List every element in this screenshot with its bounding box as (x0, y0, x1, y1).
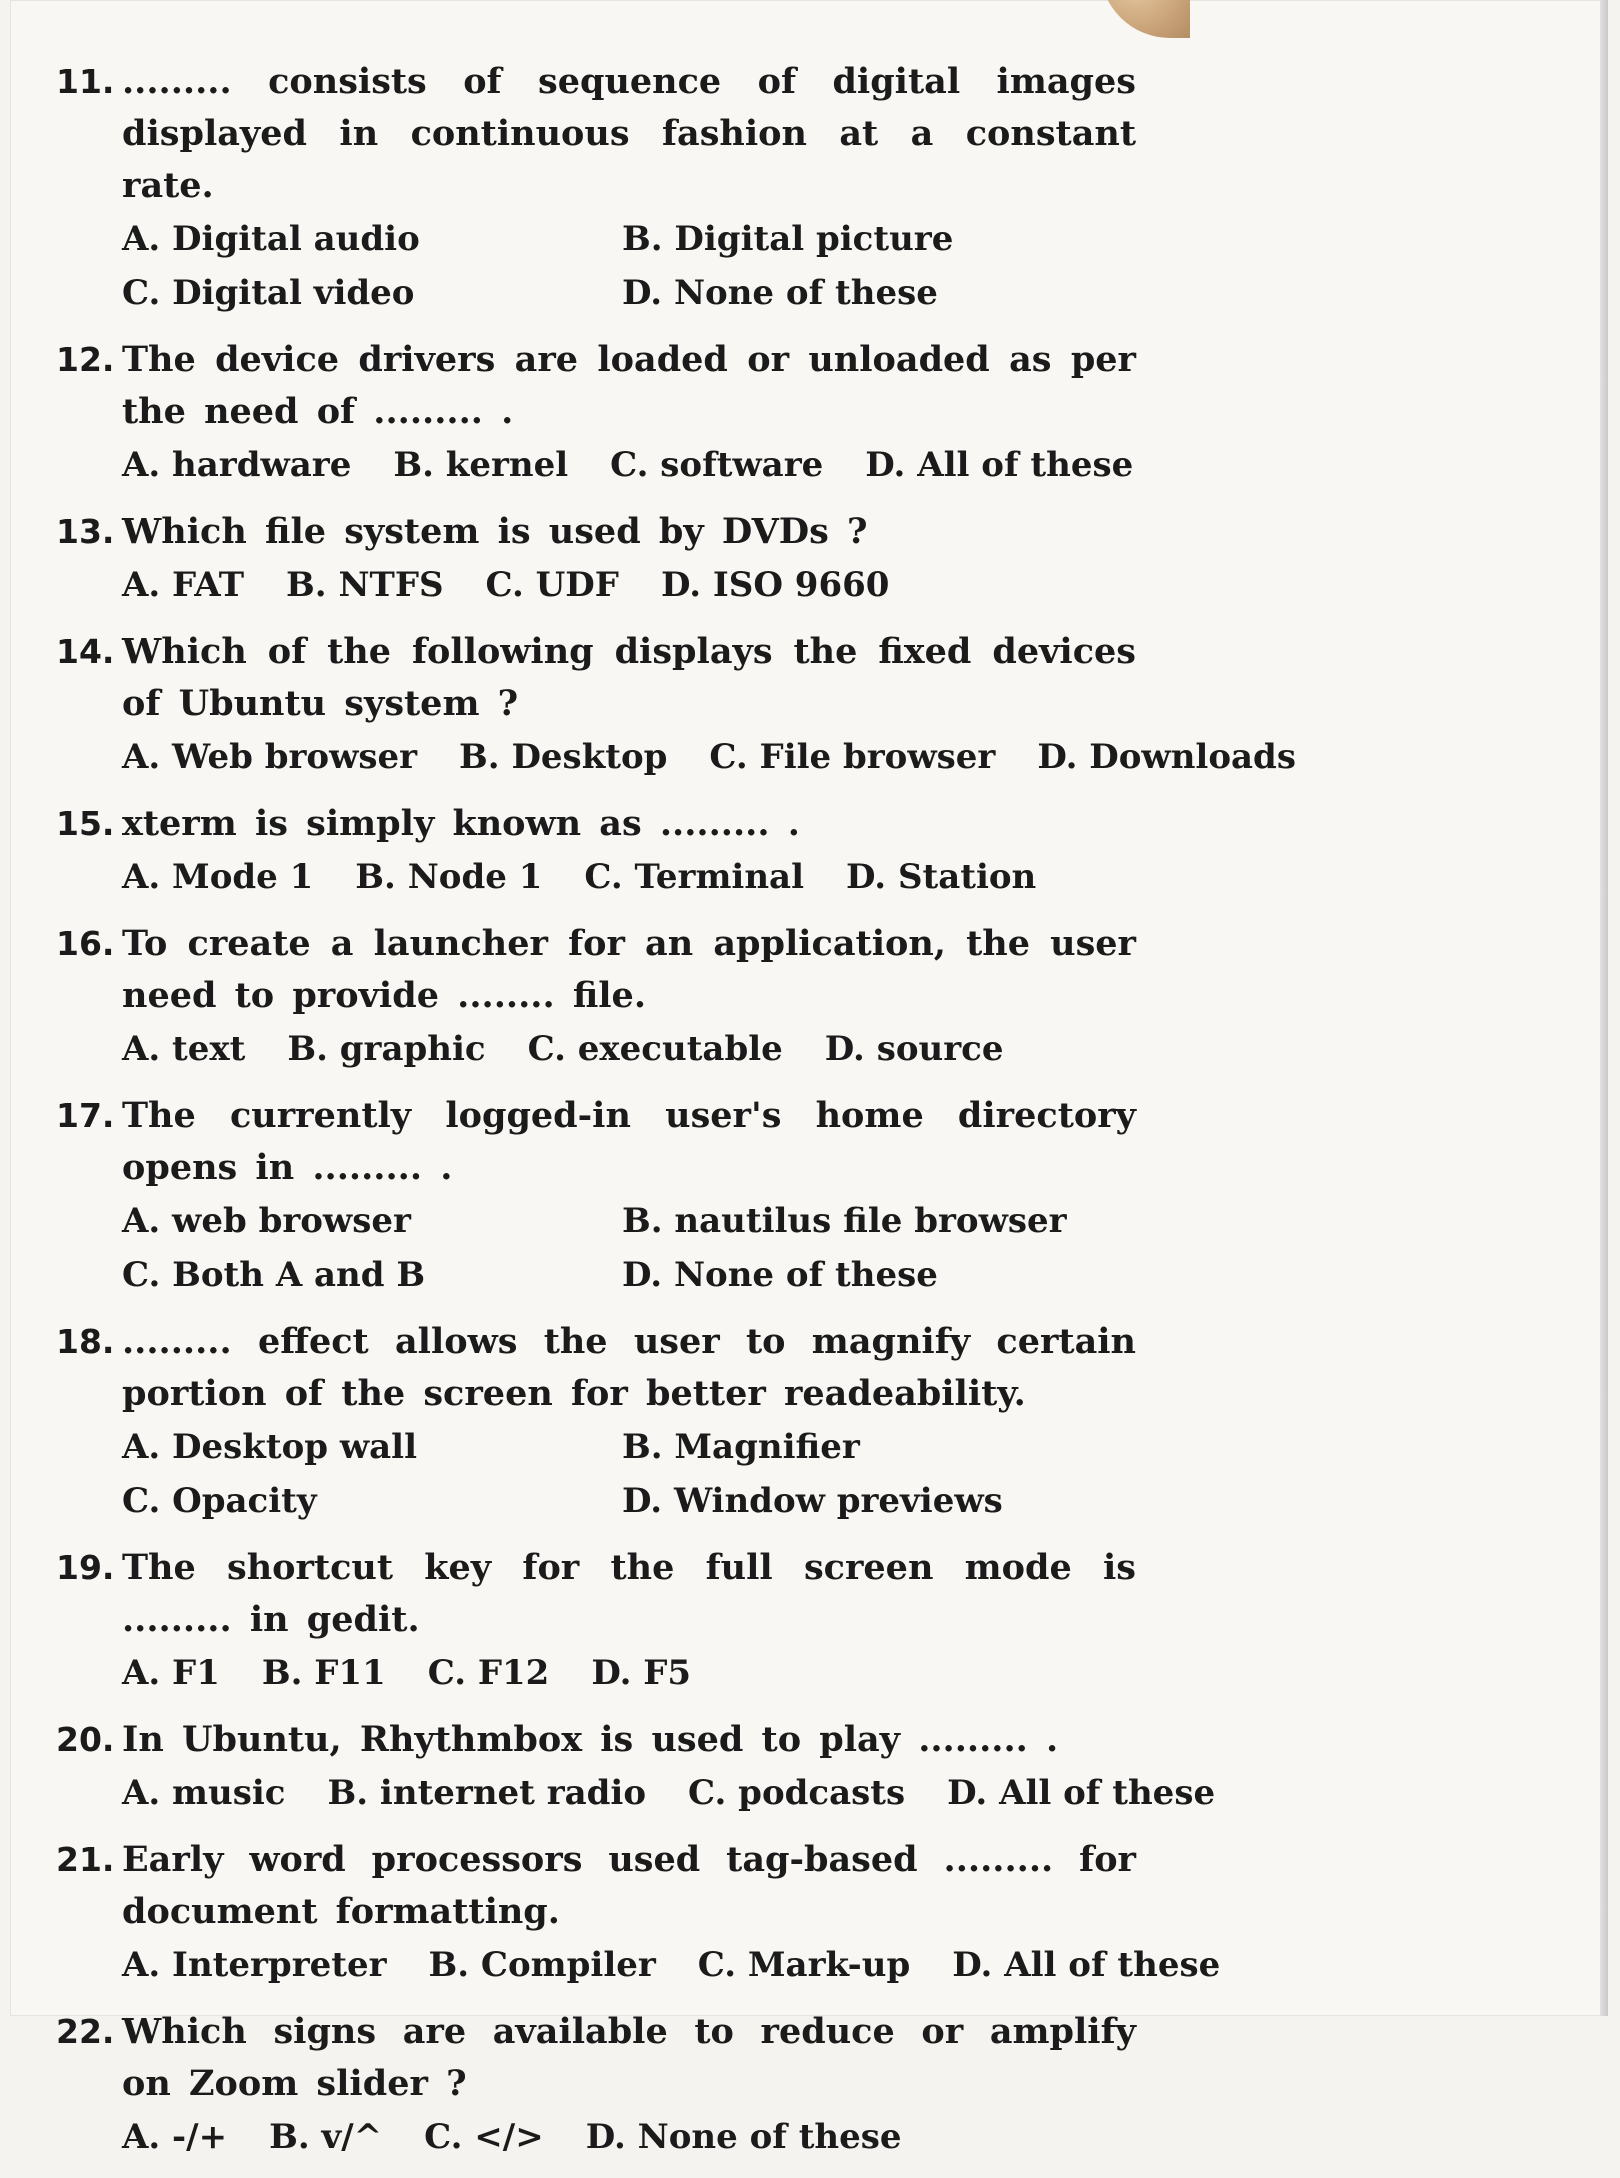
question-19 (56, 1542, 1136, 1700)
options (56, 212, 1136, 320)
option-d: D. All of these (952, 1945, 1221, 1985)
option-b: B. kernel (393, 445, 569, 485)
option-a: A. F1 (122, 1653, 220, 1693)
question-14 (56, 626, 1296, 784)
option-a: A. text (122, 1029, 246, 1069)
option-c: C. software (610, 445, 824, 485)
option-a: A. Digital audio (122, 219, 420, 259)
option-d: D. source (824, 1029, 1004, 1069)
page-edge-strip (1600, 0, 1608, 2016)
option-b: B. F11 (261, 1653, 386, 1693)
option-a: A. Desktop wall (122, 1427, 417, 1467)
question-number: 21. (56, 1840, 115, 1879)
question-13 (56, 506, 1136, 612)
textbook-page (10, 0, 1608, 2157)
option-b: B. graphic (287, 1029, 486, 1069)
question-number: 15. (56, 804, 115, 843)
option-c: C. Opacity (122, 1481, 317, 1521)
question-text: xterm is simply known as ......... . (122, 803, 800, 844)
question-text: The shortcut key for the full screen mode is ......... in gedit. (122, 1547, 1136, 1640)
question-number: 20. (56, 1720, 115, 1759)
question-list (56, 56, 1296, 2178)
options (56, 1646, 1136, 1700)
options (56, 1194, 1136, 1302)
option-d: D. Downloads (1037, 737, 1296, 777)
option-d: D. Window previews (622, 1481, 1003, 1521)
option-d: D. None of these (622, 1255, 938, 1295)
question-number: 18. (56, 1322, 115, 1361)
question-text: Which file system is used by DVDs ? (122, 511, 868, 552)
options (56, 1022, 1136, 1076)
option-b: B. Digital picture (622, 219, 954, 259)
question-number: 17. (56, 1096, 115, 1135)
option-b: B. nautilus file browser (622, 1201, 1067, 1241)
option-b: B. NTFS (286, 565, 444, 605)
question-17 (56, 1090, 1136, 1302)
question-22 (56, 2006, 1136, 2164)
option-c: C. podcasts (688, 1773, 906, 1813)
question-12 (56, 334, 1136, 492)
option-d: D. F5 (591, 1653, 692, 1693)
question-text: Early word processors used tag-based ......... for document formatting. (122, 1839, 1136, 1932)
option-d: D. All of these (865, 445, 1134, 485)
option-c: C. executable (527, 1029, 783, 1069)
question-text: The currently logged-in user's home directory opens in ......... . (122, 1095, 1136, 1188)
option-c: C. Terminal (584, 857, 804, 897)
question-number: 16. (56, 924, 115, 963)
question-number: 22. (56, 2012, 115, 2051)
question-number: 12. (56, 340, 115, 379)
option-b: B. Compiler (428, 1945, 656, 1985)
option-a: A. hardware (122, 445, 352, 485)
question-15 (56, 798, 1136, 904)
finger-shadow (1100, 0, 1190, 38)
question-text: ......... effect allows the user to magnify certain portion of the screen for better readeability. (122, 1321, 1136, 1414)
option-a: A. Interpreter (122, 1945, 387, 1985)
option-d: D. None of these (622, 273, 938, 313)
option-c: C. Mark-up (697, 1945, 911, 1985)
option-c: C. F12 (427, 1653, 550, 1693)
question-20 (56, 1714, 1216, 1820)
question-number: 19. (56, 1548, 115, 1587)
option-a: A. Web browser (122, 737, 418, 777)
question-16 (56, 918, 1136, 1076)
option-a: A. FAT (122, 565, 245, 605)
options (56, 1420, 1136, 1528)
option-a: A. music (122, 1773, 286, 1813)
option-c: C. Digital video (122, 273, 415, 313)
options (56, 850, 1136, 904)
option-c: C. Both A and B (122, 1255, 426, 1295)
option-b: B. Magnifier (622, 1427, 860, 1467)
option-c: C. UDF (485, 565, 619, 605)
options (56, 730, 1296, 784)
option-b: B. Desktop (459, 737, 668, 777)
option-b: B. v/^ (269, 2117, 383, 2157)
options (56, 2110, 1136, 2164)
question-text: Which of the following displays the fixed devices of Ubuntu system ? (122, 631, 1136, 724)
options (56, 1766, 1216, 1820)
option-d: D. All of these (947, 1773, 1216, 1813)
option-d: D. None of these (585, 2117, 902, 2157)
option-d: D. Station (846, 857, 1037, 897)
option-c: C. File browser (709, 737, 996, 777)
question-text: To create a launcher for an application, the user need to provide ........ file. (122, 923, 1136, 1016)
question-number: 11. (56, 62, 115, 101)
option-a: A. Mode 1 (122, 857, 314, 897)
question-21 (56, 1834, 1221, 1992)
option-a: A. web browser (122, 1201, 411, 1241)
option-b: B. internet radio (327, 1773, 647, 1813)
option-a: A. -/+ (122, 2117, 228, 2157)
question-text: The device drivers are loaded or unloaded as per the need of ......... . (122, 339, 1136, 432)
question-text: Which signs are available to reduce or amplify on Zoom slider ? (122, 2011, 1136, 2104)
question-text: ......... consists of sequence of digital images displayed in continuous fashion at a constant rate. (122, 61, 1136, 206)
question-number: 14. (56, 632, 115, 671)
question-11 (56, 56, 1136, 320)
options (56, 558, 1136, 612)
question-text: In Ubuntu, Rhythmbox is used to play ......... . (122, 1719, 1059, 1760)
page-corner-edge (30, 0, 90, 12)
option-d: D. ISO 9660 (660, 565, 890, 605)
options (56, 1938, 1221, 1992)
question-18 (56, 1316, 1136, 1528)
options (56, 438, 1136, 492)
question-number: 13. (56, 512, 115, 551)
option-c: C. </> (424, 2117, 544, 2157)
option-b: B. Node 1 (355, 857, 543, 897)
